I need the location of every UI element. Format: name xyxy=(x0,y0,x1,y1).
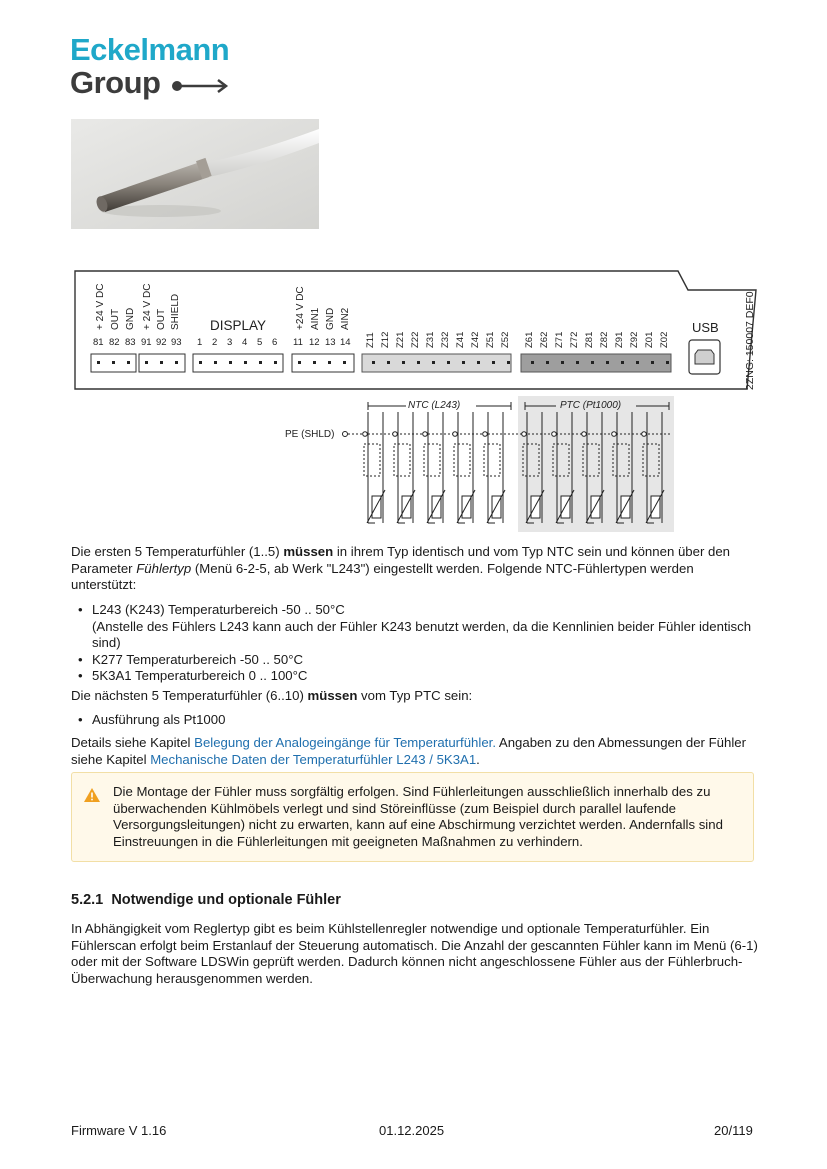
term-2: 2 xyxy=(212,337,218,348)
label-24vdc-1: + 24 V DC xyxy=(95,283,106,330)
label-shield: SHIELD xyxy=(170,293,181,330)
terminal-label-z41: Z41 xyxy=(455,331,466,348)
footer-firmware: Firmware V 1.16 xyxy=(71,1123,167,1138)
term-1: 1 xyxy=(197,337,203,348)
list-item: • K277 Temperaturbereich -50 .. 50°C xyxy=(78,652,758,669)
terminal-label-z72: Z72 xyxy=(569,331,580,348)
footer-page: 20/119 xyxy=(714,1123,753,1138)
terminal-label-z62: Z62 xyxy=(539,331,550,348)
list-item: • L243 (K243) Temperaturbereich -50 .. 50°C (Anstelle des Fühlers L243 kann auch der Fühler K243 benutzt werden, da die Kennlinien beider Fühler identisch sind) xyxy=(78,602,758,652)
terminal-label-z21: Z21 xyxy=(395,331,406,348)
terminal-label-z11: Z11 xyxy=(365,332,376,348)
terminal-label-z22: Z22 xyxy=(410,331,421,348)
terminal-label-z51: Z51 xyxy=(485,331,496,348)
display-title: DISPLAY xyxy=(210,318,267,333)
term-13: 13 xyxy=(325,337,336,348)
part-number: 2ZNG: 150007 DEF0 xyxy=(744,291,756,390)
warning-text: Die Montage der Fühler muss sorgfältig erfolgen. Sind Fühlerleitungen ausschließlich innerhalb des zu überwachenden Kühlmöbels verlegt und sind Störeinflüsse (zum Beispiel durch parallel laufende Versorgungsleitungen) nicht zu erwarten, kann auf eine Abschirmung verzichtet werden. Andernfalls sind Einstreuungen in die Fühlerleitungen mit geeigneten Maßnahmen zu verhindern. xyxy=(113,784,723,849)
intro-paragraph: Die ersten 5 Temperaturfühler (1..5) müssen in ihrem Typ identisch und vom Typ NTC sein und können über den Parameter Fühlertyp (Menü 6-2-5, ab Werk "L243") eingestellt werden. Folgende NTC-Fühlertypen werden unterstützt: xyxy=(71,544,730,592)
ntc-type-list xyxy=(78,602,758,685)
term-83: 83 xyxy=(125,337,136,348)
terminal-label-z91: Z91 xyxy=(614,331,625,348)
long-arrow-right-icon xyxy=(170,76,230,96)
warning-triangle-icon xyxy=(83,787,101,803)
label-ain2: AIN2 xyxy=(340,307,351,330)
terminal-label-z32: Z32 xyxy=(440,331,451,348)
term-6: 6 xyxy=(272,337,278,348)
term-92: 92 xyxy=(156,337,167,348)
link-analog-inputs[interactable]: Belegung der Analogeingänge für Temperaturfühler. xyxy=(194,735,496,750)
label-24vdc-2: + 24 V DC xyxy=(142,283,153,330)
warning-box xyxy=(71,772,754,862)
terminal-label-z31: Z31 xyxy=(425,331,436,348)
term-14: 14 xyxy=(340,337,351,348)
terminal-label-z92: Z92 xyxy=(629,331,640,348)
logo-group: Group xyxy=(70,65,161,100)
terminal-label-z52: Z52 xyxy=(500,331,511,348)
ptc-label: PTC (Pt1000) xyxy=(560,400,622,411)
terminal-label-z71: Z71 xyxy=(554,331,565,348)
section-heading: 5.2.1 Notwendige und optionale Fühler xyxy=(71,892,341,908)
terminal-wiring-diagram xyxy=(66,268,766,538)
label-24vdc-3: +24 V DC xyxy=(295,286,306,330)
list-item: • 5K3A1 Temperaturbereich 0 .. 100°C xyxy=(78,668,758,685)
logo-eckelmann: Eckelmann xyxy=(70,32,230,67)
term-5: 5 xyxy=(257,337,263,348)
label-gnd-1: GND xyxy=(125,307,136,330)
section-paragraph: In Abhängigkeit vom Reglertyp gibt es beim Kühlstellenregler notwendige und optionale Temperaturfühler. Ein Fühlerscan erfolgt beim Erstanlauf der Steuerung automatisch. Die Anzahl der gescannten Fühler kann im Menü (6-1) oder mit der Software LDSWin geprüft werden. Dadurch können nicht angeschlossene Fühler aus der Fühlerbruch-Überwachung herausgenommen werden. xyxy=(71,921,758,986)
terminal-label-z82: Z82 xyxy=(599,331,610,348)
label-out-2: OUT xyxy=(156,308,167,330)
link-mechanical-data[interactable]: Mechanische Daten der Temperaturfühler L243 / 5K3A1 xyxy=(150,751,477,767)
ptc-type-list xyxy=(78,712,758,729)
term-81: 81 xyxy=(93,337,104,348)
term-3: 3 xyxy=(227,337,233,348)
terminal-label-z01: Z01 xyxy=(644,331,655,348)
terminal-label-z61: Z61 xyxy=(524,331,535,348)
terminal-label-z02: Z02 xyxy=(659,331,670,348)
term-82: 82 xyxy=(109,337,120,348)
label-out-1: OUT xyxy=(110,308,121,330)
term-93: 93 xyxy=(171,337,182,348)
pe-label: PE (SHLD) xyxy=(285,429,335,440)
temperature-sensor-probe-image xyxy=(71,119,319,229)
label-ain1: AIN1 xyxy=(310,307,321,330)
terminal-label-z12: Z12 xyxy=(380,331,391,348)
list-item: • Ausführung als Pt1000 xyxy=(78,712,758,729)
ptc-paragraph: Die nächsten 5 Temperaturfühler (6..10) müssen vom Typ PTC sein: xyxy=(71,688,473,703)
details-paragraph: Details siehe Kapitel Belegung der Analogeingänge für Temperaturfühler. Angaben zu den Abmessungen der Fühler siehe Kapitel Mechanische Daten der Temperaturfühler L243 / 5K3A1. xyxy=(71,735,746,767)
terminal-label-z81: Z81 xyxy=(584,331,595,348)
terminal-label-z42: Z42 xyxy=(470,331,481,348)
term-11: 11 xyxy=(293,337,303,348)
ntc-label: NTC (L243) xyxy=(408,400,461,411)
usb-label: USB xyxy=(692,320,719,335)
term-91: 91 xyxy=(141,337,152,348)
label-gnd-3: GND xyxy=(325,307,336,330)
term-12: 12 xyxy=(309,337,320,348)
term-4: 4 xyxy=(242,337,248,348)
footer-date: 01.12.2025 xyxy=(379,1123,445,1138)
